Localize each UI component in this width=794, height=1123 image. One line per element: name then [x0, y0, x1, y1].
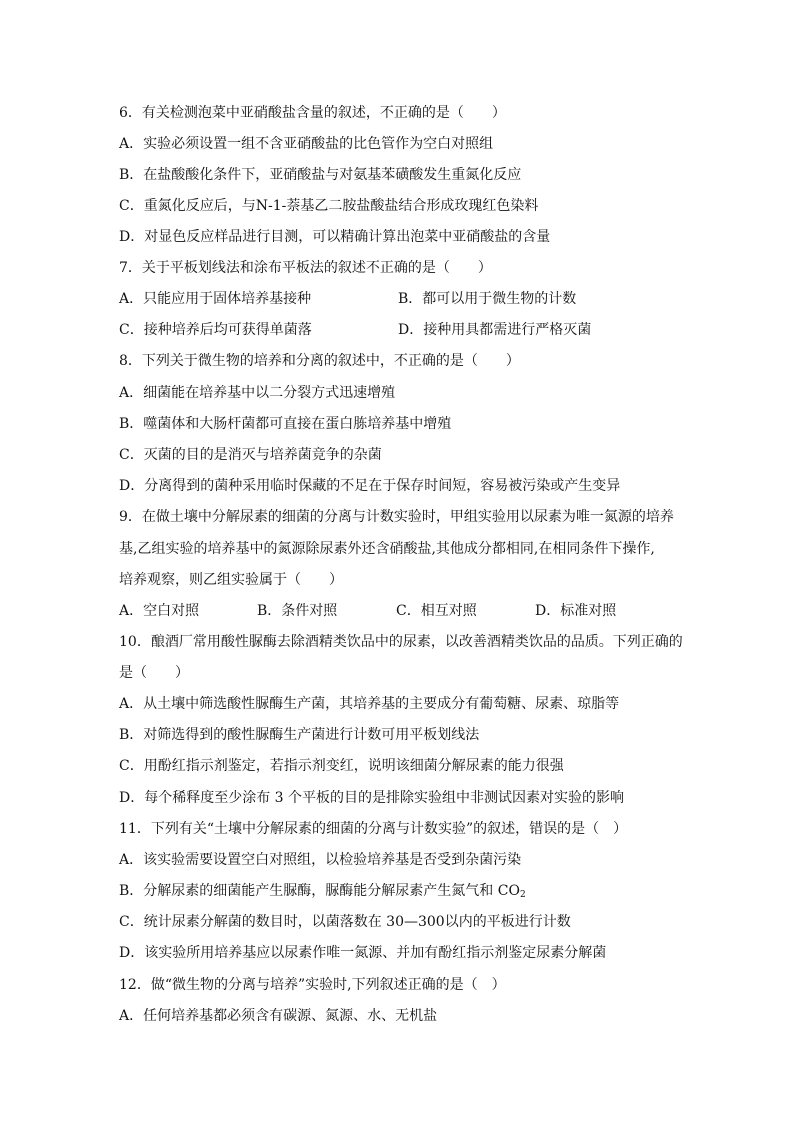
q9-stem-line2: 基,乙组实验的培养基中的氮源除尿素外还含硝酸盐,其他成分都相同,在相同条件下操作,: [119, 541, 655, 557]
q10-option-b: B．对筛选得到的酸性脲酶生产菌进行计数可用平板划线法: [119, 727, 480, 743]
q7-option-c: C．接种培养后均可获得单菌落: [119, 322, 312, 338]
q6-stem: 6．有关检测泡菜中亚硝酸盐含量的叙述，不正确的是（ ）: [119, 105, 506, 121]
q7-option-b: B．都可以用于微生物的计数: [398, 291, 577, 307]
q11-option-c: C．统计尿素分解菌的数目时，以菌落数在 30—300以内的平板进行计数: [119, 914, 571, 930]
q9-stem-line3: 培养观察，则乙组实验属于（ ）: [119, 572, 343, 588]
q11-option-a: A．该实验需要设置空白对照组，以检验培养基是否受到杂菌污染: [119, 852, 522, 868]
q9-option-c: C．相互对照: [396, 603, 477, 619]
q11-stem: 11．下列有关“土壤中分解尿素的细菌的分离与计数实验”的叙述，错误的是（ ）: [119, 821, 628, 837]
q10-stem-line1: 10．酿酒厂常用酸性脲酶去除酒精类饮品中的尿素，以改善酒精类饮品的品质。下列正确的: [119, 634, 683, 650]
q6-option-d: D．对显色反应样品进行目测，可以精确计算出泡菜中亚硝酸盐的含量: [119, 229, 551, 245]
q7-option-d: D．接种用具都需进行严格灭菌: [398, 322, 592, 338]
q11-option-b-subscript: 2: [519, 890, 526, 900]
q12-option-a: A．任何培养基都必须含有碳源、氮源、水、无机盐: [119, 1008, 438, 1024]
q10-option-a: A．从土壤中筛选酸性脲酶生产菌，其培养基的主要成分有葡萄糖、尿素、琼脂等: [119, 696, 620, 712]
q11-option-d: D．该实验所用培养基应以尿素作唯一氮源、并加有酚红指示剂鉴定尿素分解菌: [119, 945, 607, 961]
q9-option-d: D．标准对照: [535, 603, 617, 619]
q10-stem-line2: 是（ ）: [119, 665, 189, 681]
q10-option-c: C．用酚红指示剂鉴定，若指示剂变红，说明该细菌分解尿素的能力很强: [119, 758, 564, 774]
q11-option-b-text: B．分解尿素的细菌能产生脲酶，脲酶能分解尿素产生氮气和 CO: [119, 883, 520, 899]
q9-option-a: A．空白对照: [119, 603, 200, 619]
q6-option-a: A．实验必须设置一组不含亚硝酸盐的比色管作为空白对照组: [119, 136, 494, 152]
q11-option-b: [119, 882, 526, 904]
q6-option-b: B．在盐酸酸化条件下，亚硝酸盐与对氨基苯磺酸发生重氮化反应: [119, 167, 522, 183]
q8-option-a: A．细菌能在培养基中以二分裂方式迅速增殖: [119, 385, 396, 401]
q7-stem: 7．关于平板划线法和涂布平板法的叙述不正确的是（ ）: [119, 260, 492, 276]
q9-stem-line1: 9．在做土壤中分解尿素的细菌的分离与计数实验时，甲组实验用以尿素为唯一氮源的培养: [119, 509, 674, 525]
q9-option-b: B．条件对照: [257, 603, 338, 619]
q12-stem: 12．做“微生物的分离与培养”实验时,下列叙述正确的是（ ）: [119, 977, 506, 993]
q8-option-b: B．噬菌体和大肠杆菌都可直接在蛋白胨培养基中增殖: [119, 416, 452, 432]
q7-option-a: A．只能应用于固体培养基接种: [119, 291, 312, 307]
q8-option-c: C．灭菌的目的是消灭与培养菌竞争的杂菌: [119, 447, 382, 463]
q8-option-d: D．分离得到的菌种采用临时保藏的不足在于保存时间短，容易被污染或产生变异: [119, 478, 621, 494]
q8-stem: 8．下列关于微生物的培养和分离的叙述中，不正确的是（ ）: [119, 353, 520, 369]
q10-option-d: D．每个稀释度至少涂布 3 个平板的目的是排除实验组中非测试因素对实验的影响: [119, 790, 625, 806]
q6-option-c: C．重氮化反应后，与N-1-萘基乙二胺盐酸盐结合形成玫瑰红色染料: [119, 198, 539, 214]
